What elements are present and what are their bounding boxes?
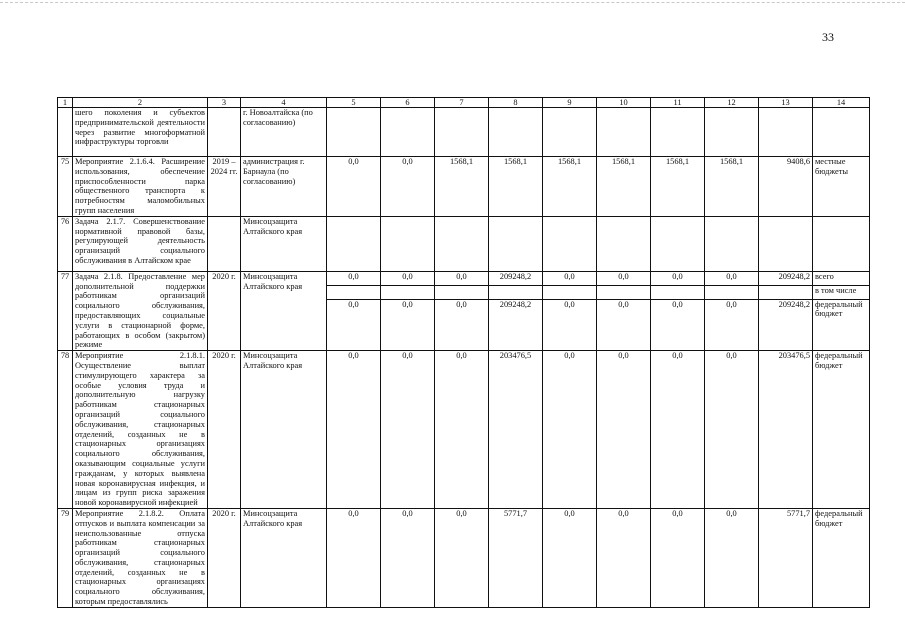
value-cell: 0,0: [435, 299, 489, 351]
value-cell: [597, 216, 651, 271]
value-cell: [435, 108, 489, 157]
value-cell: [705, 108, 759, 157]
column-header: 12: [705, 98, 759, 108]
value-cell: [543, 285, 597, 299]
row-executor: Минсоцзащита Алтайского края: [241, 508, 327, 607]
value-cell: 203476,5: [759, 351, 813, 509]
value-cell: 1568,1: [489, 157, 543, 217]
table-row: [58, 216, 870, 271]
value-cell: [651, 216, 705, 271]
value-cell: 209248,2: [759, 299, 813, 351]
value-cell: [327, 216, 381, 271]
value-cell: [651, 108, 705, 157]
scan-top-edge: [0, 2, 905, 3]
value-cell: 209248,2: [759, 271, 813, 285]
column-header: 1: [58, 98, 73, 108]
value-cell: 0,0: [435, 508, 489, 607]
value-cell: 0,0: [705, 271, 759, 285]
column-header: 6: [381, 98, 435, 108]
table-row: [58, 157, 870, 217]
value-cell: [759, 216, 813, 271]
row-executor: Минсоцзащита Алтайского края: [241, 216, 327, 271]
value-cell: 0,0: [651, 299, 705, 351]
value-cell: 0,0: [381, 299, 435, 351]
page-number: 33: [822, 30, 834, 44]
value-cell: 0,0: [435, 271, 489, 285]
value-cell: 0,0: [651, 508, 705, 607]
value-cell: 0,0: [327, 508, 381, 607]
row-number: 77: [58, 271, 73, 350]
value-cell: 5771,7: [489, 508, 543, 607]
row-period: 2020 г.: [208, 351, 241, 509]
row-description: Мероприятие 2.1.8.2. Оплата отпусков и выплата компенсации за неиспользованные отпуска работникам стационарных организаций социального обслуживания, стационарных отделений, созданных не в стационарных организациях социального обслуживания, которым предоставлялись: [73, 508, 208, 607]
value-cell: [381, 285, 435, 299]
value-cell: [381, 216, 435, 271]
column-header: 2: [73, 98, 208, 108]
table-row: [58, 351, 870, 509]
value-cell: 0,0: [651, 271, 705, 285]
value-cell: [759, 285, 813, 299]
value-cell: 203476,5: [489, 351, 543, 509]
value-cell: [435, 285, 489, 299]
value-cell: [327, 285, 381, 299]
value-cell: [705, 216, 759, 271]
value-cell: [489, 108, 543, 157]
program-activities-table: [57, 97, 870, 608]
row-number: 79: [58, 508, 73, 607]
value-cell: 0,0: [327, 351, 381, 509]
value-cell: 0,0: [435, 351, 489, 509]
value-cell: 0,0: [327, 271, 381, 285]
value-cell: 0,0: [705, 351, 759, 509]
row-number: 78: [58, 351, 73, 509]
funding-source: местные бюджеты: [813, 157, 870, 217]
row-description: Мероприятие 2.1.8.1. Осуществление выплат стимулирующего характера за особые условия труда и дополнительную нагрузку работникам стационарных организаций социального обслуживания, стационарных отделений, созданных не в стационарных организациях социального обслуживания, оказывающим социальные услуги гражданам, у которых выявлена новая коронавирусная инфекция, и лицам из групп риска заражения новой коронавирусной инфекцией: [73, 351, 208, 509]
value-cell: [381, 108, 435, 157]
value-cell: 0,0: [705, 508, 759, 607]
column-header: 9: [543, 98, 597, 108]
row-number: 76: [58, 216, 73, 271]
row-period: 2020 г.: [208, 271, 241, 350]
funding-source: в том числе: [813, 285, 870, 299]
row-description: Мероприятие 2.1.6.4. Расширение использования, обеспечение приспособленности парка общественного транспорта к потребностям маломобильных групп населения: [73, 157, 208, 217]
column-header: 14: [813, 98, 870, 108]
value-cell: 0,0: [705, 299, 759, 351]
row-period: 2020 г.: [208, 508, 241, 607]
value-cell: 0,0: [381, 351, 435, 509]
column-header: 5: [327, 98, 381, 108]
value-cell: [489, 216, 543, 271]
value-cell: 1568,1: [705, 157, 759, 217]
table-row: [58, 508, 870, 607]
funding-source: [813, 216, 870, 271]
row-number: 75: [58, 157, 73, 217]
row-description: шего поколения и субъектов предпринимательской деятельности через развитие многоформатной инфраструктуры торговли: [73, 108, 208, 157]
value-cell: 209248,2: [489, 271, 543, 285]
row-executor: Минсоцзащита Алтайского края: [241, 271, 327, 350]
value-cell: 0,0: [597, 271, 651, 285]
column-header: 8: [489, 98, 543, 108]
column-header: 13: [759, 98, 813, 108]
row-description: Задача 2.1.7. Совершенствование нормативной правовой базы, регулирующей деятельность организаций социального обслуживания в Алтайском крае: [73, 216, 208, 271]
funding-source: федеральный бюджет: [813, 299, 870, 351]
value-cell: 0,0: [597, 351, 651, 509]
value-cell: 0,0: [543, 299, 597, 351]
value-cell: 0,0: [381, 508, 435, 607]
value-cell: 0,0: [327, 157, 381, 217]
row-executor: Минсоцзащита Алтайского края: [241, 351, 327, 509]
row-executor: администрация г. Барнаула (по согласованию): [241, 157, 327, 217]
column-header: 3: [208, 98, 241, 108]
value-cell: 0,0: [381, 271, 435, 285]
value-cell: 9408,6: [759, 157, 813, 217]
value-cell: [597, 285, 651, 299]
value-cell: [435, 216, 489, 271]
value-cell: 0,0: [327, 299, 381, 351]
funding-source: всего: [813, 271, 870, 285]
table-row: [58, 108, 870, 157]
value-cell: 209248,2: [489, 299, 543, 351]
value-cell: [489, 285, 543, 299]
value-cell: 5771,7: [759, 508, 813, 607]
value-cell: 0,0: [651, 351, 705, 509]
value-cell: [543, 216, 597, 271]
row-period: [208, 216, 241, 271]
value-cell: [759, 108, 813, 157]
value-cell: [651, 285, 705, 299]
value-cell: [327, 108, 381, 157]
value-cell: [705, 285, 759, 299]
value-cell: 0,0: [543, 271, 597, 285]
value-cell: [543, 108, 597, 157]
value-cell: 0,0: [543, 351, 597, 509]
row-period: [208, 108, 241, 157]
value-cell: 1568,1: [651, 157, 705, 217]
row-period: 2019 – 2024 гг.: [208, 157, 241, 217]
value-cell: 1568,1: [435, 157, 489, 217]
row-executor: г. Новоалтайска (по согласованию): [241, 108, 327, 157]
value-cell: 0,0: [381, 157, 435, 217]
value-cell: 0,0: [543, 508, 597, 607]
column-header: 4: [241, 98, 327, 108]
value-cell: [597, 108, 651, 157]
column-header-row: [58, 98, 870, 108]
column-header: 10: [597, 98, 651, 108]
value-cell: 1568,1: [543, 157, 597, 217]
value-cell: 1568,1: [597, 157, 651, 217]
table-row: [58, 271, 870, 285]
row-description: Задача 2.1.8. Предоставление мер дополнительной поддержки работникам организаций социального обслуживания, предоставляющих социальные услуги в стационарной форме, работающих в особом (закрытом) режиме: [73, 271, 208, 350]
row-number: [58, 108, 73, 157]
value-cell: 0,0: [597, 508, 651, 607]
funding-source: федеральный бюджет: [813, 508, 870, 607]
funding-source: федеральный бюджет: [813, 351, 870, 509]
value-cell: 0,0: [597, 299, 651, 351]
funding-source: [813, 108, 870, 157]
column-header: 7: [435, 98, 489, 108]
column-header: 11: [651, 98, 705, 108]
